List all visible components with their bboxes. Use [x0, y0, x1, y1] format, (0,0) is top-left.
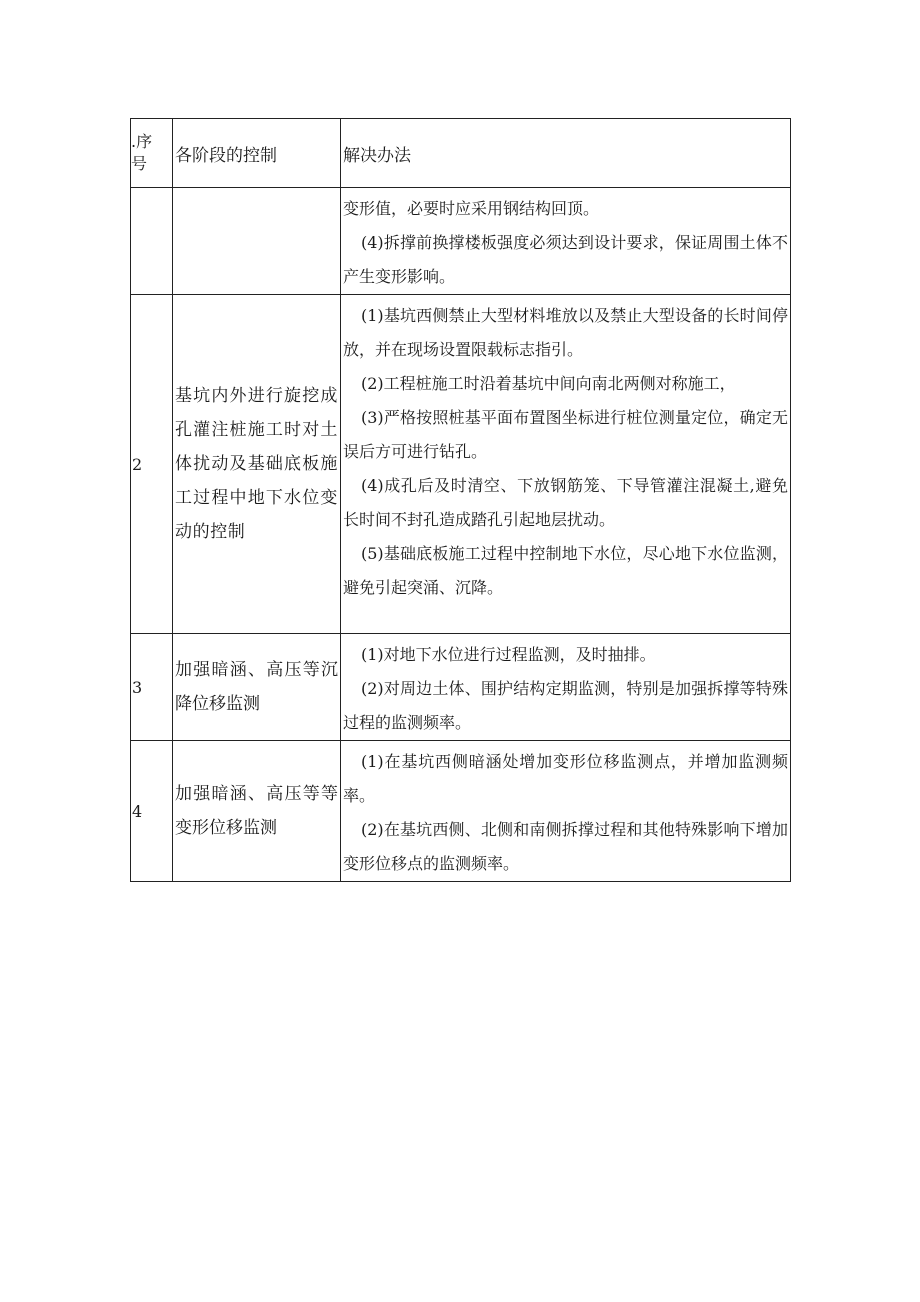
solution-item: (2)在基坑西侧、北侧和南侧拆撑过程和其他特殊影响下增加变形位移点的监测频率。	[343, 820, 788, 873]
row-solutions	[341, 295, 791, 634]
header-stage-cell: 各阶段的控制	[173, 119, 341, 188]
header-seq-cell	[131, 119, 173, 188]
solution-item: (5)基础底板施工过程中控制地下水位，尽心地下水位监测，避免引起突涌、沉降。	[343, 544, 788, 597]
row-solutions	[341, 741, 791, 882]
header-seq-line1: .序	[131, 132, 153, 151]
table-row	[131, 634, 791, 741]
row-stage: 加强暗涵、高压等沉降位移监测	[173, 634, 341, 741]
solution-item: (1)基坑西侧禁止大型材料堆放以及禁止大型设备的长时间停放，并在现场设置限载标志指引。	[343, 306, 788, 359]
table-header-row	[131, 119, 791, 188]
solution-item: (3)严格按照桩基平面布置图坐标进行桩位测量定位，确定无误后方可进行钻孔。	[343, 408, 788, 461]
header-solution-cell: 解决办法	[341, 119, 791, 188]
solutions-clip	[343, 299, 788, 632]
solution-item: 变形值，必要时应采用钢结构回顶。	[343, 199, 600, 218]
row-solutions	[341, 634, 791, 741]
solution-item: (2)工程桩施工时沿着基坑中间向南北两侧对称施工，	[361, 374, 736, 393]
row-stage: 基坑内外进行旋挖成孔灌注桩施工时对土体扰动及基础底板施工过程中地下水位变动的控制	[173, 295, 341, 634]
solution-item: (4)拆撑前换撑楼板强度必须达到设计要求，保证周围土体不产生变形影响。	[343, 233, 788, 286]
row-stage: 加强暗涵、高压等等变形位移监测	[173, 741, 341, 882]
solution-item: (1)对地下水位进行过程监测，及时抽排。	[361, 645, 656, 664]
row-seq: 2	[131, 295, 173, 634]
header-seq-line2: 号	[131, 154, 148, 173]
row-seq: 3	[131, 634, 173, 741]
row-seq: 4	[131, 741, 173, 882]
control-measures-table	[130, 118, 791, 882]
solution-item: (2)对周边土体、围护结构定期监测，特别是加强拆撑等特殊过程的监测频率。	[343, 679, 788, 732]
row-seq	[131, 188, 173, 295]
table-row	[131, 741, 791, 882]
row-solutions	[341, 188, 791, 295]
row-stage	[173, 188, 341, 295]
solution-item: (1)在基坑西侧暗涵处增加变形位移监测点，并增加监测频率。	[343, 752, 788, 805]
table-row	[131, 188, 791, 295]
solution-item: (4)成孔后及时清空、下放钢筋笼、下导管灌注混凝土,避免长时间不封孔造成踏孔引起地层扰动。	[343, 476, 788, 529]
table-row	[131, 295, 791, 634]
